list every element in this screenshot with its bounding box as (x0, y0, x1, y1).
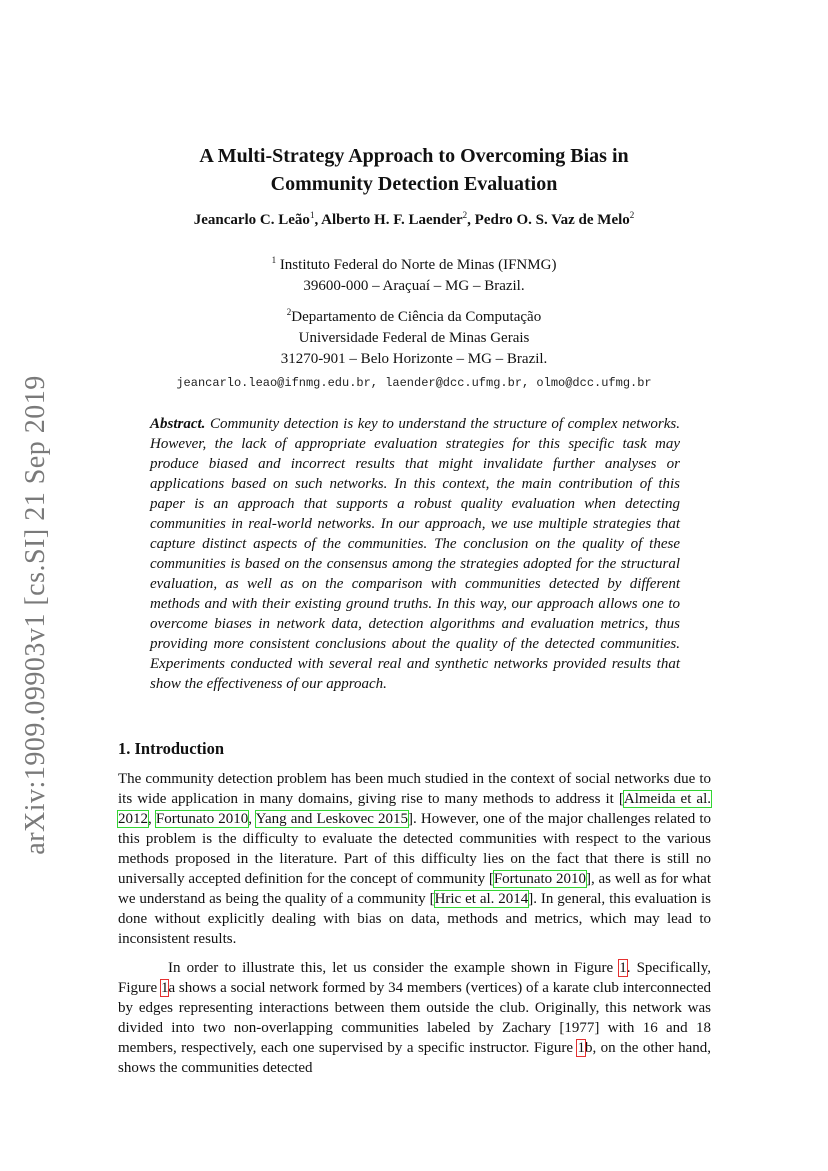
abstract-lead: Abstract. (150, 416, 206, 432)
intro-paragraph-2 (118, 958, 711, 1078)
author-name: Jeancarlo C. Leão (193, 212, 310, 228)
intro-paragraph-1 (118, 769, 711, 949)
affiliation-1 (0, 250, 828, 297)
author-list: Jeancarlo C. Leão$^1$, Alberto H. F. Laender$^2$, Pedro O. S. Vaz de Melo$^2$ (193, 210, 635, 228)
affiliation-line: Instituto Federal do Norte de Minas (IFNMG) (279, 257, 557, 273)
abstract (150, 414, 680, 694)
figure-reference-link[interactable]: 1 (577, 1040, 585, 1056)
paragraph-text: , (248, 811, 256, 827)
paragraph-text: ], as well as for what we understand as being the quality of a community [ (118, 871, 711, 907)
figure-reference-link[interactable]: 1 (160, 980, 169, 996)
citation-link[interactable]: Fortunato 2010 (155, 811, 249, 827)
arxiv-side-label: arXiv:1909.09903v1 [cs.SI] 21 Sep 2019 (20, 375, 51, 855)
paragraph-text: a shows a social network formed by 34 members (vertices) of a karate club interconnected by edges representing interactions between them outside the club. Originally, this network was divided into two non-overlapping communities labeled by Zachary [1977] with 16 and 18 members, respectively, each one supervised by a specific instructor. Figure (118, 980, 711, 1056)
affiliation-line: 39600-000 – Araçuaí – MG – Brazil. (303, 278, 525, 294)
citation-link[interactable]: Yang and Leskovec 2015 (255, 811, 409, 827)
title-line-1: A Multi-Strategy Approach to Overcoming Bias in (199, 145, 629, 167)
author-affiliation-mark: 2 (462, 210, 468, 220)
affiliation-line: Universidade Federal de Minas Gerais (298, 330, 530, 346)
author-affiliation-mark: 2 (629, 210, 635, 220)
paragraph-text: ]. However, one of the major challenges related to this problem is the difficulty to evaluate the detected communities with respect to the various methods proposed in the literature. Part of this difficulty lies on the fact that there is still no universally accepted definition for the concept of community [ (118, 811, 711, 887)
paper-title (0, 142, 828, 198)
citation-link[interactable]: Fortunato 2010 (493, 871, 586, 887)
figure-reference-link[interactable]: 1 (619, 960, 627, 976)
affiliation-2 (0, 302, 828, 370)
affiliation-line: 31270-901 – Belo Horizonte – MG – Brazil. (280, 351, 548, 367)
affiliation-line: Departamento de Ciência da Computação (291, 309, 542, 325)
paragraph-text: b, on the other hand, shows the communities detected (118, 1040, 711, 1076)
citation-link[interactable]: Hric et al. 2014 (434, 891, 529, 907)
paragraph-text: . Specifically, Figure (118, 960, 711, 996)
affiliation-mark: 2 (286, 307, 292, 317)
title-line-2: Community Detection Evaluation (270, 173, 558, 195)
paragraph-text: In order to illustrate this, let us consider the example shown in Figure (168, 960, 620, 976)
affiliation-mark: 1 (271, 255, 277, 265)
author-emails: jeancarlo.leao@ifnmg.edu.br, laender@dcc.ufmg.br, olmo@dcc.ufmg.br (176, 376, 652, 390)
author-name: Alberto H. F. Laender (321, 212, 463, 228)
paragraph-text: The community detection problem has been much studied in the context of social networks due to its wide application in many domains, giving rise to many methods to address it [ (118, 771, 711, 807)
author-affiliation-mark: 1 (309, 210, 315, 220)
section-heading: 1. Introduction (118, 739, 225, 758)
author-name: Pedro O. S. Vaz de Melo (474, 212, 630, 228)
paragraph-text: , (148, 811, 156, 827)
citation-link[interactable]: Almeida et al. 2012 (118, 791, 711, 827)
paragraph-text: ]. In general, this evaluation is done without explicitly dealing with bias on data, methods and metrics, which may lead to inconsistent results. (118, 891, 711, 947)
abstract-text: Community detection is key to understand the structure of complex networks. However, the lack of appropriate evaluation strategies for this specific task may produce biased and incorrect results that might invalidate further analyses or applications based on such networks. In this context, the main contribution of this paper is an approach that supports a robust quality evaluation when detecting communities in real-world networks. In our approach, we use multiple strategies that capture distinct aspects of the communities. The conclusion on the quality of these communities is based on the consensus among the strategies adopted for the structural evaluation, as well as on the comparison with communities detected by different methods and with their existing ground truths. In this way, our approach allows one to overcome biases in network data, detection algorithms and evaluation metrics, thus providing more consistent conclusions about the quality of the detected communities. Experiments conducted with several real and synthetic networks provided results that show the effectiveness of our approach. (150, 416, 680, 692)
